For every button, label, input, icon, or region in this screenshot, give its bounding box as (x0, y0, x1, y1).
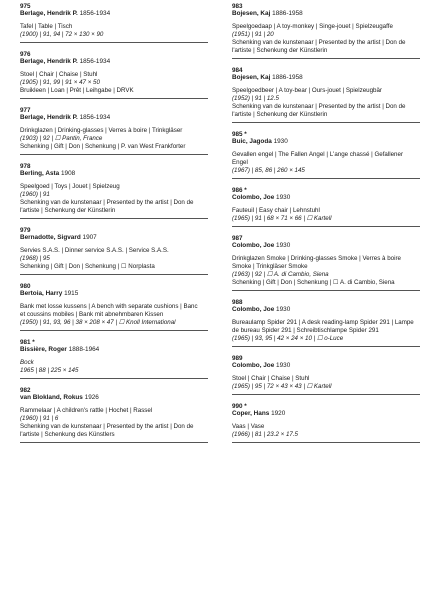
entry-header (232, 410, 420, 418)
entry-number: 989 (232, 355, 243, 362)
entry-line: (1905) | 91, 99 | 91 × 47 × 50 (20, 79, 100, 86)
entry-line: Schenking van de kunstenaar | Presented by the artist | Don de (232, 103, 406, 110)
entry-line: Fauteuil | Easy chair | Lehnstuhl (232, 207, 320, 214)
entry-number: 988 (232, 299, 243, 306)
entry-number: 976 (20, 51, 31, 58)
entry-line: Smoke | Trinkgläser Smoke (232, 263, 308, 270)
entry-number: 977 (20, 107, 31, 114)
catalog-entry (20, 280, 208, 331)
designer-dates: 1907 (82, 234, 97, 241)
entry-header (232, 10, 420, 18)
entry-number: 990 * (232, 403, 247, 410)
entry-header (20, 346, 208, 354)
left-column (20, 0, 208, 448)
entry-line: (1903) | 92 | ☐ Pantin, France (20, 135, 103, 142)
entry-line: l'artiste | Schenkung der Künstlerin (232, 47, 328, 54)
designer-name: Colombo, Joe (232, 362, 275, 369)
catalog-entry (232, 352, 420, 395)
catalog-entry (20, 224, 208, 275)
entry-header (20, 170, 208, 178)
entry-line: l'artiste | Schenkung der Künstlerin (20, 207, 116, 214)
designer-name: Buic, Jagoda (232, 138, 272, 145)
entry-number: 982 (20, 387, 31, 394)
entry-line: Drinkglazen | Drinking-glasses | Verres à boire | Trinkgläser (20, 127, 183, 134)
entry-number: 980 (20, 283, 31, 290)
entry-line: Schenking van de kunstenaar | Presented by the artist | Don de (232, 39, 406, 46)
entry-number: 985 * (232, 131, 247, 138)
catalog-entry (20, 104, 208, 155)
entry-number: 983 (232, 3, 243, 10)
designer-dates: 1886-1958 (272, 10, 303, 17)
entry-number: 987 (232, 235, 243, 242)
entry-number: 981 * (20, 339, 35, 346)
entry-line: (1960) | 91 | 6 (20, 415, 59, 422)
entry-line: Bureaulamp Spider 291 | A desk reading-lamp Spider 291 | Lampe (232, 319, 414, 326)
right-column (232, 0, 420, 448)
designer-name: Coper, Hans (232, 410, 270, 417)
entry-line: Engel (232, 159, 248, 166)
entry-line: Vaas | Vase (232, 423, 265, 430)
entry-line: (1900) | 91, 94 | 72 × 130 × 90 (20, 31, 104, 38)
entry-line: Gevallen engel | The Fallen Angel | L'ange chassé | Gefallener (232, 151, 403, 158)
entry-line: de bureau Spider 291 | Schreibtischlampe Spider 291 (232, 327, 379, 334)
entry-line: (1968) | 95 (20, 255, 50, 262)
catalog-entry (20, 384, 208, 443)
catalog-entry (232, 64, 420, 123)
designer-name: Bissière, Roger (20, 346, 67, 353)
designer-name: Colombo, Joe (232, 194, 275, 201)
entry-line: Drinkglazen Smoke | Drinking-glasses Smoke | Verres à boire (232, 255, 401, 262)
entry-line: (1950) | 91, 93, 96 | 38 × 208 × 47 | ☐ Knoll International (20, 319, 176, 326)
designer-dates: 1926 (84, 394, 99, 401)
entry-header (232, 74, 420, 82)
entry-header (20, 394, 208, 402)
entry-header (20, 290, 208, 298)
entry-number: 984 (232, 67, 243, 74)
entry-line: Bruikleen | Loan | Prêt | Leihgabe | DRVK (20, 87, 134, 94)
catalog-entry (20, 336, 208, 379)
catalog-entry (20, 48, 208, 99)
designer-dates: 1930 (273, 138, 288, 145)
entry-line: (1965) | 93, 95 | 42 × 24 × 10 | ☐ o-Luce (232, 335, 344, 342)
designer-dates: 1930 (276, 306, 291, 313)
entry-number: 975 (20, 3, 31, 10)
entry-line: Schenking | Gift | Don | Schenkung | ☐ Norplasta (20, 263, 155, 270)
entry-line: (1967) | 85, 86 | 260 × 145 (232, 167, 305, 174)
designer-dates: 1908 (60, 170, 76, 177)
catalog-entry (232, 400, 420, 443)
entry-line: Schenking van de kunstenaar | Presented by the artist | Don de (20, 423, 194, 430)
entry-line: (1965) | 91 | 68 × 71 × 66 | ☐ Kartell (232, 215, 332, 222)
designer-dates: 1915 (64, 290, 79, 297)
catalog-entry (20, 0, 208, 43)
designer-dates: 1920 (271, 410, 286, 417)
designer-name: Berlage, Hendrik P. (20, 114, 78, 121)
entry-number: 978 (20, 163, 31, 170)
entry-header (232, 242, 420, 250)
designer-dates: 1888-1964 (68, 346, 100, 353)
entry-header (232, 138, 420, 146)
entry-header (20, 58, 208, 66)
entry-line: Tafel | Table | Tisch (20, 23, 73, 30)
entry-line: Speelgoed | Toys | Jouet | Spielzeug (20, 183, 120, 190)
entry-line: Schenking | Gift | Don | Schenkung | P. van West Frankforter (20, 143, 186, 150)
entry-line: (1952) | 91 | 12.5 (232, 95, 279, 102)
designer-dates: 1930 (276, 362, 291, 369)
catalog-entry (232, 232, 420, 291)
entry-header (232, 306, 420, 314)
entry-header (20, 234, 208, 242)
entry-line: et coussins mobiles | Bank mit abnehmbaren Kissen (20, 311, 164, 318)
entry-line: (1963) | 92 | ☐ A. di Cambio, Siena (232, 271, 329, 278)
entry-header (232, 362, 420, 370)
entry-line: l'artiste | Schenkung des Künstlers (20, 431, 115, 438)
designer-dates: 1856-1934 (79, 10, 111, 17)
designer-name: Berling, Asta (20, 170, 60, 177)
designer-dates: 1930 (276, 242, 291, 249)
catalog-entry (20, 160, 208, 219)
designer-dates: 1886-1958 (272, 74, 303, 81)
designer-dates: 1856-1934 (79, 114, 111, 121)
catalog-entry (232, 296, 420, 347)
designer-name: Berlage, Hendrik P. (20, 10, 78, 17)
entry-number: 986 * (232, 187, 247, 194)
entry-line: Bock (20, 359, 34, 366)
entry-number: 979 (20, 227, 31, 234)
designer-name: Bojesen, Kaj (232, 10, 271, 17)
entry-line: Servies S.A.S. | Dinner service S.A.S. | Service S.A.S. (20, 247, 169, 254)
designer-name: Colombo, Joe (232, 242, 275, 249)
entry-line: (1960) | 91 (20, 191, 50, 198)
entry-line: (1965) | 95 | 72 × 43 × 43 | ☐ Kartell (232, 383, 332, 390)
designer-dates: 1856-1934 (79, 58, 111, 65)
designer-dates: 1930 (276, 194, 291, 201)
entry-line: Stoel | Chair | Chaise | Stuhl (232, 375, 310, 382)
entry-line: l'artiste | Schenkung der Künstlerin (232, 111, 328, 118)
entry-header (20, 114, 208, 122)
designer-name: Colombo, Joe (232, 306, 275, 313)
entry-line: Bank met losse kussens | A bench with separate cushions | Banc (20, 303, 198, 310)
entry-line: Rammelaar | A children's rattle | Hochet | Rassel (20, 407, 153, 414)
designer-name: Bertoia, Harry (20, 290, 63, 297)
designer-name: Berlage, Hendrik P. (20, 58, 78, 65)
entry-line: Speelgoedbeer | A toy-bear | Ours-jouet | Spielzeugbär (232, 87, 382, 94)
entry-line: Schenking | Gift | Don | Schenkung | ☐ A. di Cambio, Siena (232, 279, 395, 286)
entry-line: (1966) | 81 | 23.2 × 17.5 (232, 431, 298, 438)
catalog-entry (232, 0, 420, 59)
entry-line: 1965 | 88 | 225 × 145 (20, 367, 79, 374)
entry-line: Schenking van de kunstenaar | Presented by the artist | Don de (20, 199, 194, 206)
entry-line: Stoel | Chair | Chaise | Stuhl (20, 71, 98, 78)
entry-line: Speelgoedaap | A toy-monkey | Singe-jouet | Spielzeugaffe (232, 23, 393, 30)
designer-name: Bernadotte, Sigvard (20, 234, 81, 241)
entry-header (20, 10, 208, 18)
entry-header (232, 194, 420, 202)
entry-line: (1951) | 91 | 20 (232, 31, 274, 38)
designer-name: van Blokland, Rokus (20, 394, 83, 401)
designer-name: Bojesen, Kaj (232, 74, 271, 81)
catalog-entry (232, 184, 420, 227)
catalog-entry (232, 128, 420, 179)
